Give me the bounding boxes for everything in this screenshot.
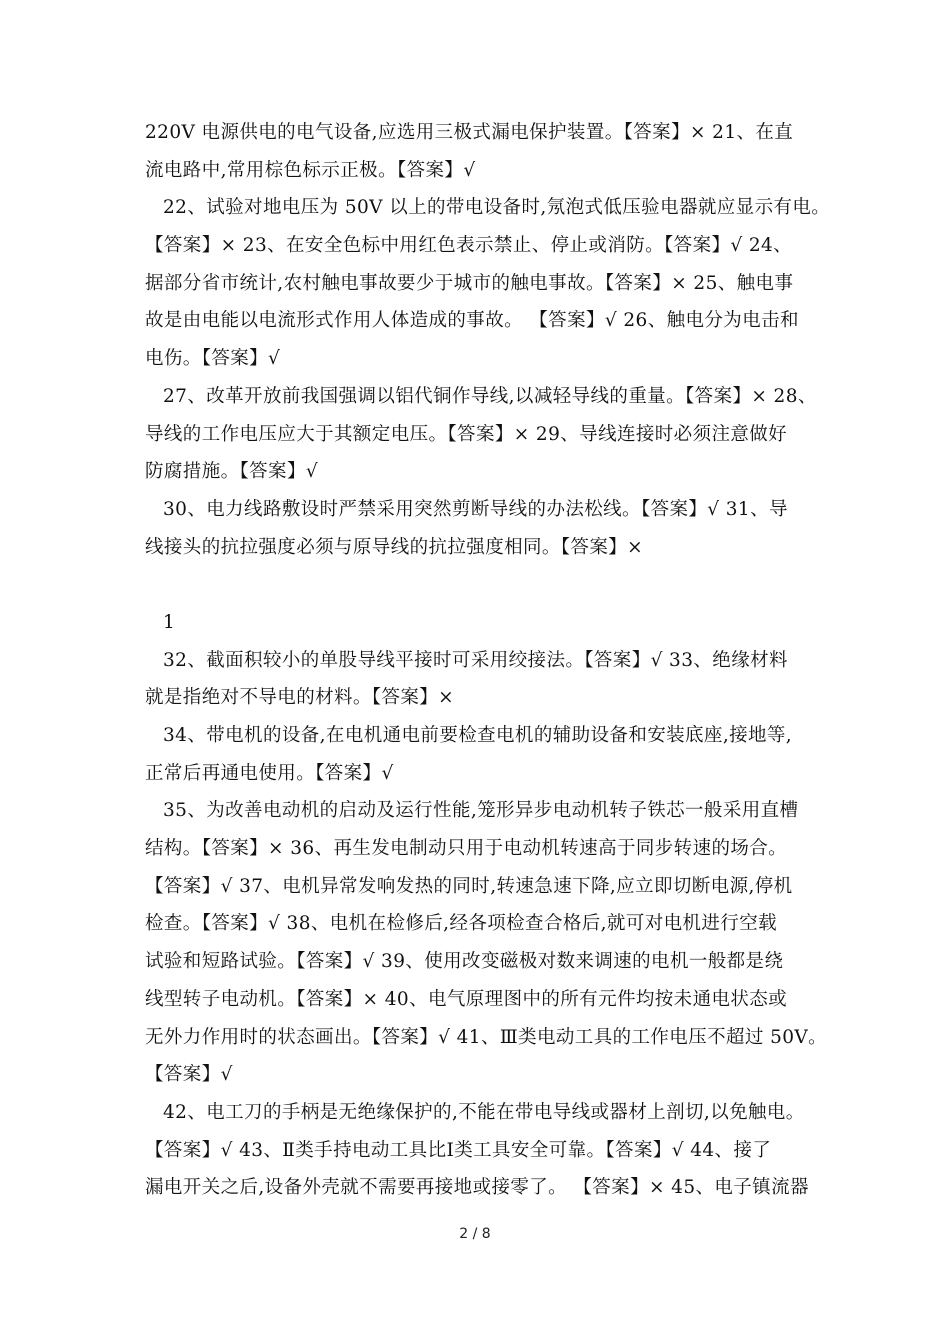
text-line: 30、电力线路敷设时严禁采用突然剪断导线的办法松线。【答案】√ 31、导 (163, 498, 788, 520)
blank-line (145, 566, 810, 604)
document-body (145, 114, 831, 1207)
text-line: 故是由电能以电流形式作用人体造成的事故。 【答案】√ 26、触电分为电击和 (145, 310, 799, 332)
text-line: 就是指绝对不导电的材料。【答案】× (145, 687, 455, 709)
text-line: 检查。【答案】√ 38、电机在检修后,经各项检查合格后,就可对电机进行空载 (145, 913, 778, 935)
text-line: 【答案】× 23、在安全色标中用红色表示禁止、停止或消防。【答案】√ 24、 (145, 235, 793, 257)
text-line: 漏电开关之后,设备外壳就不需要再接地或接零了。 【答案】× 45、电子镇流器 (145, 1177, 809, 1199)
text-line: 无外力作用时的状态画出。【答案】√ 41、Ⅲ类电动工具的工作电压不超过 50V。 (145, 1026, 828, 1048)
text-line: 【答案】√ 43、Ⅱ类手持电动工具比Ⅰ类工具安全可靠。【答案】√ 44、接了 (145, 1139, 772, 1161)
text-line: 220V 电源供电的电气设备,应选用三极式漏电保护装置。【答案】× 21、在直 (145, 122, 794, 143)
text-line: 正常后再通电使用。【答案】√ (145, 762, 394, 784)
text-line: 试验和短路试验。【答案】√ 39、使用改变磁极对数来调速的电机一般都是绕 (145, 951, 784, 973)
text-line: 线接头的抗拉强度必须与原导线的抗拉强度相同。【答案】× (145, 536, 644, 558)
text-line: 34、带电机的设备,在电机通电前要检查电机的辅助设备和安装底座,接地等, (163, 725, 793, 746)
text-line: 线型转子电动机。【答案】× 40、电气原理图中的所有元件均按未通电状态或 (145, 988, 788, 1010)
text-line: 27、改革开放前我国强调以铝代铜作导线,以减轻导线的重量。【答案】× 28、 (163, 385, 817, 407)
text-line: 防腐措施。【答案】√ (145, 461, 319, 483)
text-line: 据部分省市统计,农村触电事故要少于城市的触电事故。【答案】× 25、触电事 (145, 272, 794, 294)
text-line: 结构。【答案】× 36、再生发电制动只用于电动机转速高于同步转速的场合。 (145, 838, 788, 860)
text-line: 流电路中,常用棕色标示正极。【答案】√ (145, 159, 476, 181)
page-number: 2 / 8 (459, 1226, 491, 1242)
text-line: 导线的工作电压应大于其额定电压。【答案】× 29、导线连接时必须注意做好 (145, 423, 788, 445)
inline-page-marker: 1 (163, 611, 176, 633)
text-line: 35、为改善电动机的启动及运行性能,笼形异步电动机转子铁芯一般采用直槽 (163, 800, 799, 822)
text-line: 32、截面积较小的单股导线平接时可采用绞接法。【答案】√ 33、绝缘材料 (163, 649, 788, 671)
text-line: 【答案】√ 37、电机异常发响发热的同时,转速急速下降,应立即切断电源,停机 (145, 875, 793, 897)
text-line: 【答案】√ (145, 1064, 233, 1086)
text-line: 电伤。【答案】√ (145, 348, 281, 370)
text-line: 42、电工刀的手柄是无绝缘保护的,不能在带电导线或器材上剖切,以免触电。 (163, 1101, 805, 1123)
text-line: 22、试验对地电压为 50V 以上的带电设备时,氖泡式低压验电器就应显示有电。 (163, 197, 831, 219)
